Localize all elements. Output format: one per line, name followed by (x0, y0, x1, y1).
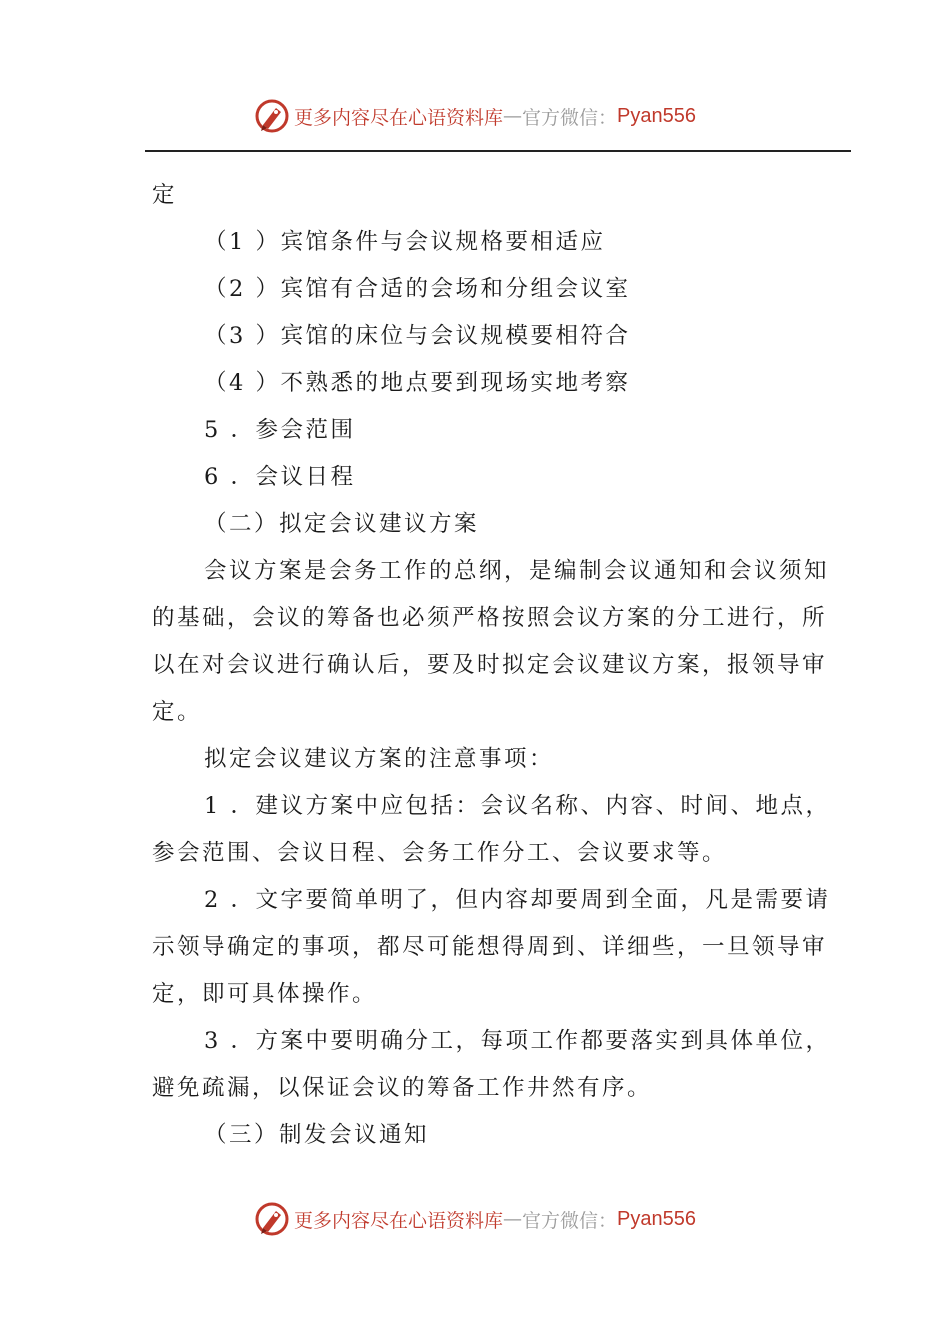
header-divider (145, 150, 851, 152)
text-line: 5 ．参会范围 (204, 417, 356, 443)
banner-account: Pyan556 (617, 104, 696, 127)
text-line: 定 (152, 182, 178, 208)
text-line: 2 ．文字要简单明了，但内容却要周到全面，凡是需要请 (204, 887, 831, 913)
banner-sub-text: 官方微信： (522, 106, 618, 129)
header-banner (0, 94, 950, 138)
text-line: 示领导确定的事项，都尽可能想得周到、详细些，一旦领导审 (152, 934, 828, 960)
banner-separator: — (503, 1208, 523, 1230)
banner-sub-text: 官方微信： (522, 1209, 618, 1232)
text-line: （4 ）不熟悉的地点要到现场实地考察 (204, 370, 631, 396)
banner-account: Pyan556 (617, 1207, 696, 1230)
text-line: （3 ）宾馆的床位与会议规模要相符合 (204, 323, 631, 349)
banner-main-text: 更多内容尽在心语资料库 (294, 1209, 504, 1232)
text-line: 以在对会议进行确认后，要及时拟定会议建议方案，报领导审 (152, 652, 828, 678)
text-line: 定。 (152, 699, 203, 725)
text-line: 6 ．会议日程 (204, 464, 356, 490)
text-line: （二）拟定会议建议方案 (204, 511, 480, 537)
text-line: 1 ．建议方案中应包括：会议名称、内容、时间、地点， (204, 793, 831, 819)
text-line: （1 ）宾馆条件与会议规格要相适应 (204, 229, 606, 255)
banner-main-text: 更多内容尽在心语资料库 (294, 106, 504, 129)
pen-logo-icon (254, 98, 290, 134)
banner-separator: — (503, 105, 523, 127)
document-body (152, 172, 844, 1159)
footer-banner (0, 1197, 950, 1241)
text-line: 会议方案是会务工作的总纲，是编制会议通知和会议须知 (204, 558, 830, 584)
text-line: 避免疏漏，以保证会议的筹备工作井然有序。 (152, 1075, 653, 1101)
text-line: 拟定会议建议方案的注意事项： (204, 746, 555, 772)
text-line: （2 ）宾馆有合适的会场和分组会议室 (204, 276, 631, 302)
text-line: 的基础，会议的筹备也必须严格按照会议方案的分工进行，所 (152, 605, 828, 631)
text-line: （三）制发会议通知 (204, 1122, 430, 1148)
text-line: 定，即可具体操作。 (152, 981, 378, 1007)
pen-logo-icon (254, 1201, 290, 1237)
text-line: 3 ．方案中要明确分工，每项工作都要落实到具体单位， (204, 1028, 831, 1054)
text-line: 参会范围、会议日程、会务工作分工、会议要求等。 (152, 840, 728, 866)
